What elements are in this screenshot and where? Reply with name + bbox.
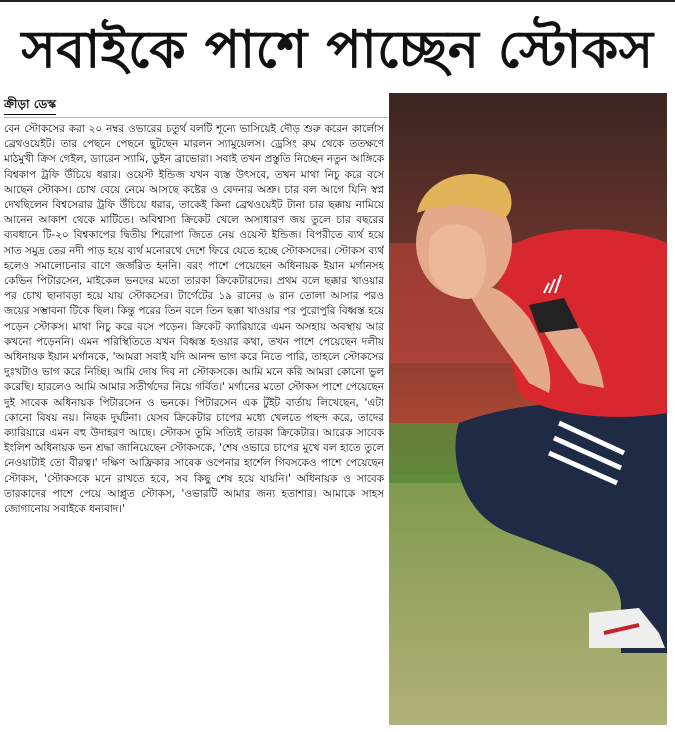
player-photo-illustration xyxy=(389,93,667,725)
article-body: বেন স্টোকসের করা ২০ নম্বর ওভারের চতুর্থ বলটি শূন্যে ভাসিয়েই দৌড় শুরু করেন কার্লোস ব্রেথওয়েইট। তার পেছনে পেছনে ছুটছেন মারলন স্যামুয়েলস। ড্রেসিং রুম থেকে ততক্ষণে মাঠমুখী ক্রিস গেইল, ড্যারেন স্যামি, ডুইন ব্রাভোরা। সবাই তখন প্রস্তুতি নিচ্ছেন নতুন আঙ্গিকে বিশ্বকাপ ট্রফি উঁচিয়ে ধরার। ওয়েস্ট ইন্ডিজ যখন ব্যস্ত উৎসবে, তখন মাথা নিচু করে বসে আছেন স্টোকস। চোখ বেয়ে নেমে আসছে কষ্টের ও বেদনার অশ্রু। চার বল আগে যিনি স্বপ্ন দেখছিলেন বিশ্বসেরার ট্রফি উঁচিয়ে ধরার, তাকেই কিনা ব্রেথওয়েইট টানা চার ছক্কায় নামিয়ে আনেন আকাশ থেকে মাটিতে। অবিশ্বাস্য ক্রিকেট খেলে অসাধারণ জয় তুলে চার বছরের ব্যবধানে টি-২০ বিশ্বকাপের দ্বিতীয় শিরোপা জিতে নেয় ওয়েস্ট ইন্ডিজ। বিপরীতে ব্যর্থ হয়ে সাত সমুদ্র তের নদী পাড় হয়ে ব্যর্থ মনোরথে দেশে ফিরে যেতে হচ্ছে স্টোকসদের। স্টোকস ব্যর্থ হলেও সমালোচনার বাণে জর্জরিত হননি। বরং পাশে পেয়েছেন অধিনায়ক ইয়ান মর্গানসহ কেভিন পিটারসেন, মাইকেল ভনদের মতো তারকা ক্রিকেটারদের। প্রথম বলে ছক্কার খাওয়ার পর চোখ ছানাবড়া হয়ে যায় স্টোকসের। টার্গেটের ১৯ রানের ৬ রান তোলা আসার পরও জয়ের সম্ভাবনা টিকে ছিল। কিন্তু পরের তিন বলে তিন ছক্কা খাওয়ার পর পুরোপুরি বিধ্বস্ত হয়ে পড়েন স্টোকস। মাথা নিচু করে বসে পড়েন। ক্রিকেট ক্যারিয়ারে এমন অসহায় অবস্থায় আর কখনো পড়েননি। এমন পরিস্থিতিতে যখন বিধ্বস্ত হওয়ার কথা, তখন পাশে পেয়েছেন দলীয় অধিনায়ক ইয়ান মর্গানকে, 'আমরা সবাই যদি আনন্দ ভাগ করে নিতে পারি, তাহলে স্টোকসের দুঃখটাও ভাগ করে নিচ্ছি। আমি দোষ দিব না স্টোকসকে। আমি মনে করি আমরা কোনো ভুল করেছি। হারলেও আমি আমার সতীর্থদের নিয়ে গর্বিত।' মর্গানের মতো স্টোকস পাশে পেয়েছেন দুই সাবেক অধিনায়ক পিটারসেন ও ভনকে। পিটারসেন এক টুইট বার্তায় লিখেছেন, 'এটা কোনো বিষয় নয়। নিছক দুর্ঘটনা। যেসব ক্রিকেটার চাপের মধ্যে খেলতে পছন্দ করে, তাদের ক্যারিয়ারে এমন বহু উদাহরণ আছে। স্টোকস তুমি সত্যিই তারকা ক্রিকেটার। আরেক সাবেক ইংলিশ অধিনায়ক ভন শ্রদ্ধা জানিয়েছেন স্টোকসকে, 'শেষ ওভারে চাপের মুখে বল হাতে তুলে নেওয়াটাই তো বীরত্ব।' দক্ষিণ আফ্রিকার সাবেক ওপেনার হার্শেল গিবসকেও পাশে পেয়েছেন স্টোকস, 'স্টোকসকে মনে রাখতে হবে, সব কিছু শেষ হয়ে যায়নি।' অধিনায়ক ও সাবেক তারকাদের পাশে পেয়ে আপ্লুত স্টোকস, 'ওভারটি আমার জন্য হতাশার। আমাকে সাহস জোগানোয় সবাইকে ধন্যবাদ।' xyxy=(4,123,384,516)
top-rule xyxy=(0,0,675,2)
byline-rule xyxy=(4,117,388,118)
article-headline: সবাইকে পাশে পাচ্ছেন স্টোকস xyxy=(21,20,654,80)
byline-desk: ক্রীড়া ডেস্ক xyxy=(4,96,56,115)
article-photo xyxy=(389,93,667,725)
